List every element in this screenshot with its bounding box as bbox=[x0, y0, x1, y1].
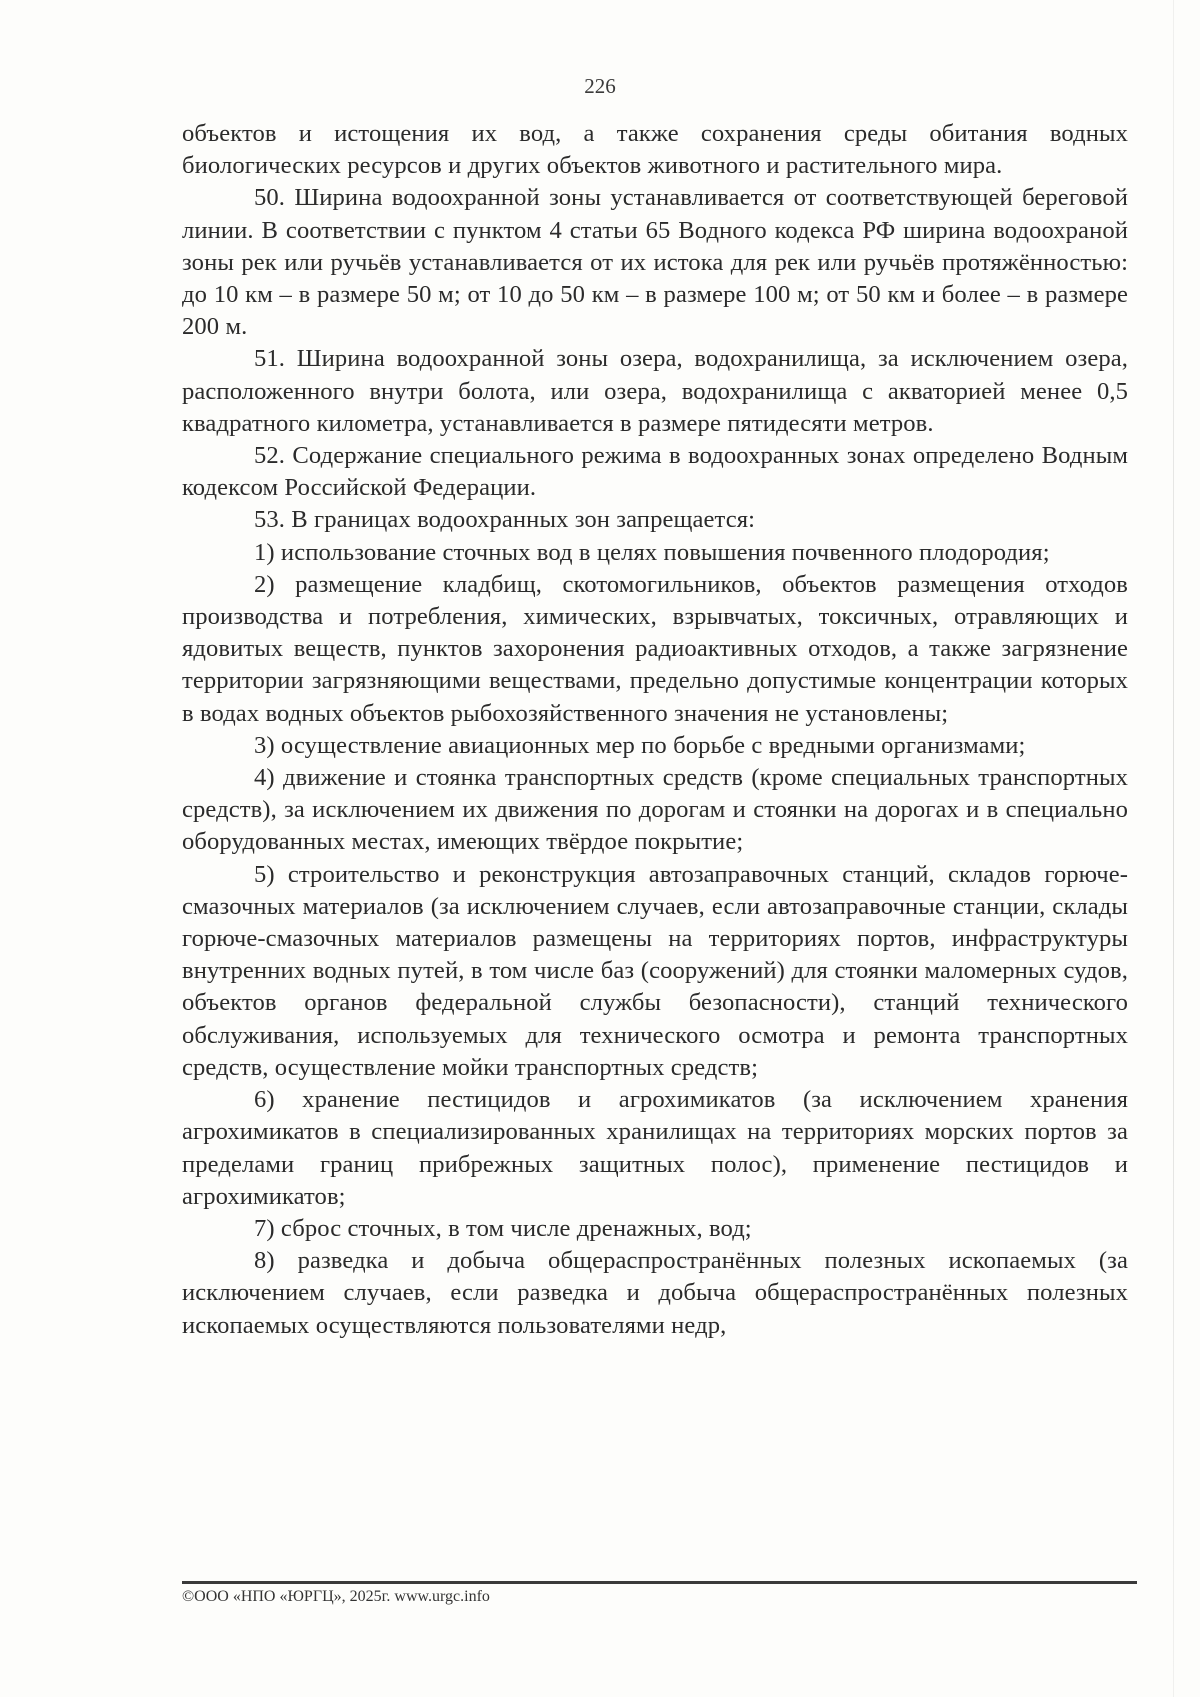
list-item-4: 4) движение и стоянка транспортных средств (кроме специальных транспортных средств), за исключением их движения по дорогам и стоянки на дорогах и в специально оборудованных местах, имеющих твёрдое покрытие; bbox=[182, 764, 1128, 856]
scan-edge-shadow bbox=[1173, 0, 1174, 1697]
paragraph-continuation: объектов и истощения их вод, а также сохранения среды обитания водных биологических ресурсов и других объектов животного и растительного мира. bbox=[182, 120, 1128, 180]
list-item-1: 1) использование сточных вод в целях повышения почвенного плодородия; bbox=[254, 538, 1050, 566]
list-item-7: 7) сброс сточных, в том числе дренажных, вод; bbox=[254, 1214, 752, 1242]
footer-divider bbox=[182, 1581, 1137, 1584]
list-item-6: 6) хранение пестицидов и агрохимикатов (за исключением хранения агрохимикатов в специализированных хранилищах на территориях морских портов за пределами границ прибрежных защитных полос), применение пестицидов и агрохимикатов; bbox=[182, 1086, 1128, 1210]
paragraph-53: 53. В границах водоохранных зон запрещается: bbox=[254, 506, 756, 534]
list-item-5: 5) строительство и реконструкция автозаправочных станций, складов горюче-смазочных материалов (за исключением случаев, если автозаправочные станции, склады горюче-смазочных материалов размещены на территориях портов, инфраструктуры внутренних водных путей, в том числе баз (сооружений) для стоянки маломерных судов, объектов органов федеральной службы безопасности), станций технического обслуживания, используемых для технического осмотра и ремонта транспортных средств, осуществление мойки транспортных средств; bbox=[182, 860, 1128, 1081]
paragraph-51: 51. Ширина водоохранной зоны озера, водохранилища, за исключением озера, расположенного внутри болота, или озера, водохранилища с акваторией менее 0,5 квадратного километра, устанавливается в размере пятидесяти метров. bbox=[182, 345, 1128, 437]
page-number: 226 bbox=[584, 74, 616, 98]
footer-copyright: ©ООО «НПО «ЮРГЦ», 2025г. www.urgc.info bbox=[182, 1588, 490, 1605]
list-item-2: 2) размещение кладбищ, скотомогильников, объектов размещения отходов производства и потребления, химических, взрывчатых, токсичных, отравляющих и ядовитых веществ, пунктов захоронения радиоактивных отходов, а также загрязнение территории загрязняющими веществами, предельно допустимые концентрации которых в водах водных объектов рыбохозяйственного значения не установлены; bbox=[182, 570, 1128, 727]
list-item-8: 8) разведка и добыча общераспространённых полезных ископаемых (за исключением случаев, если разведка и добыча общераспространённых полезных ископаемых осуществляются пользователями недр, bbox=[182, 1247, 1128, 1339]
paragraph-52: 52. Содержание специального режима в водоохранных зонах определено Водным кодексом Российской Федерации. bbox=[182, 442, 1128, 502]
paragraph-50: 50. Ширина водоохранной зоны устанавливается от соответствующей береговой линии. В соответствии с пунктом 4 статьи 65 Водного кодекса РФ ширина водоохраной зоны рек или ручьёв устанавливается от их истока для рек или ручьёв протяжённостью: до 10 км – в размере 50 м; от 10 до 50 км – в размере 100 м; от 50 км и более – в размере 200 м. bbox=[182, 184, 1128, 341]
document-body bbox=[182, 118, 1128, 1342]
list-item-3: 3) осуществление авиационных мер по борьбе с вредными организмами; bbox=[254, 731, 1026, 759]
